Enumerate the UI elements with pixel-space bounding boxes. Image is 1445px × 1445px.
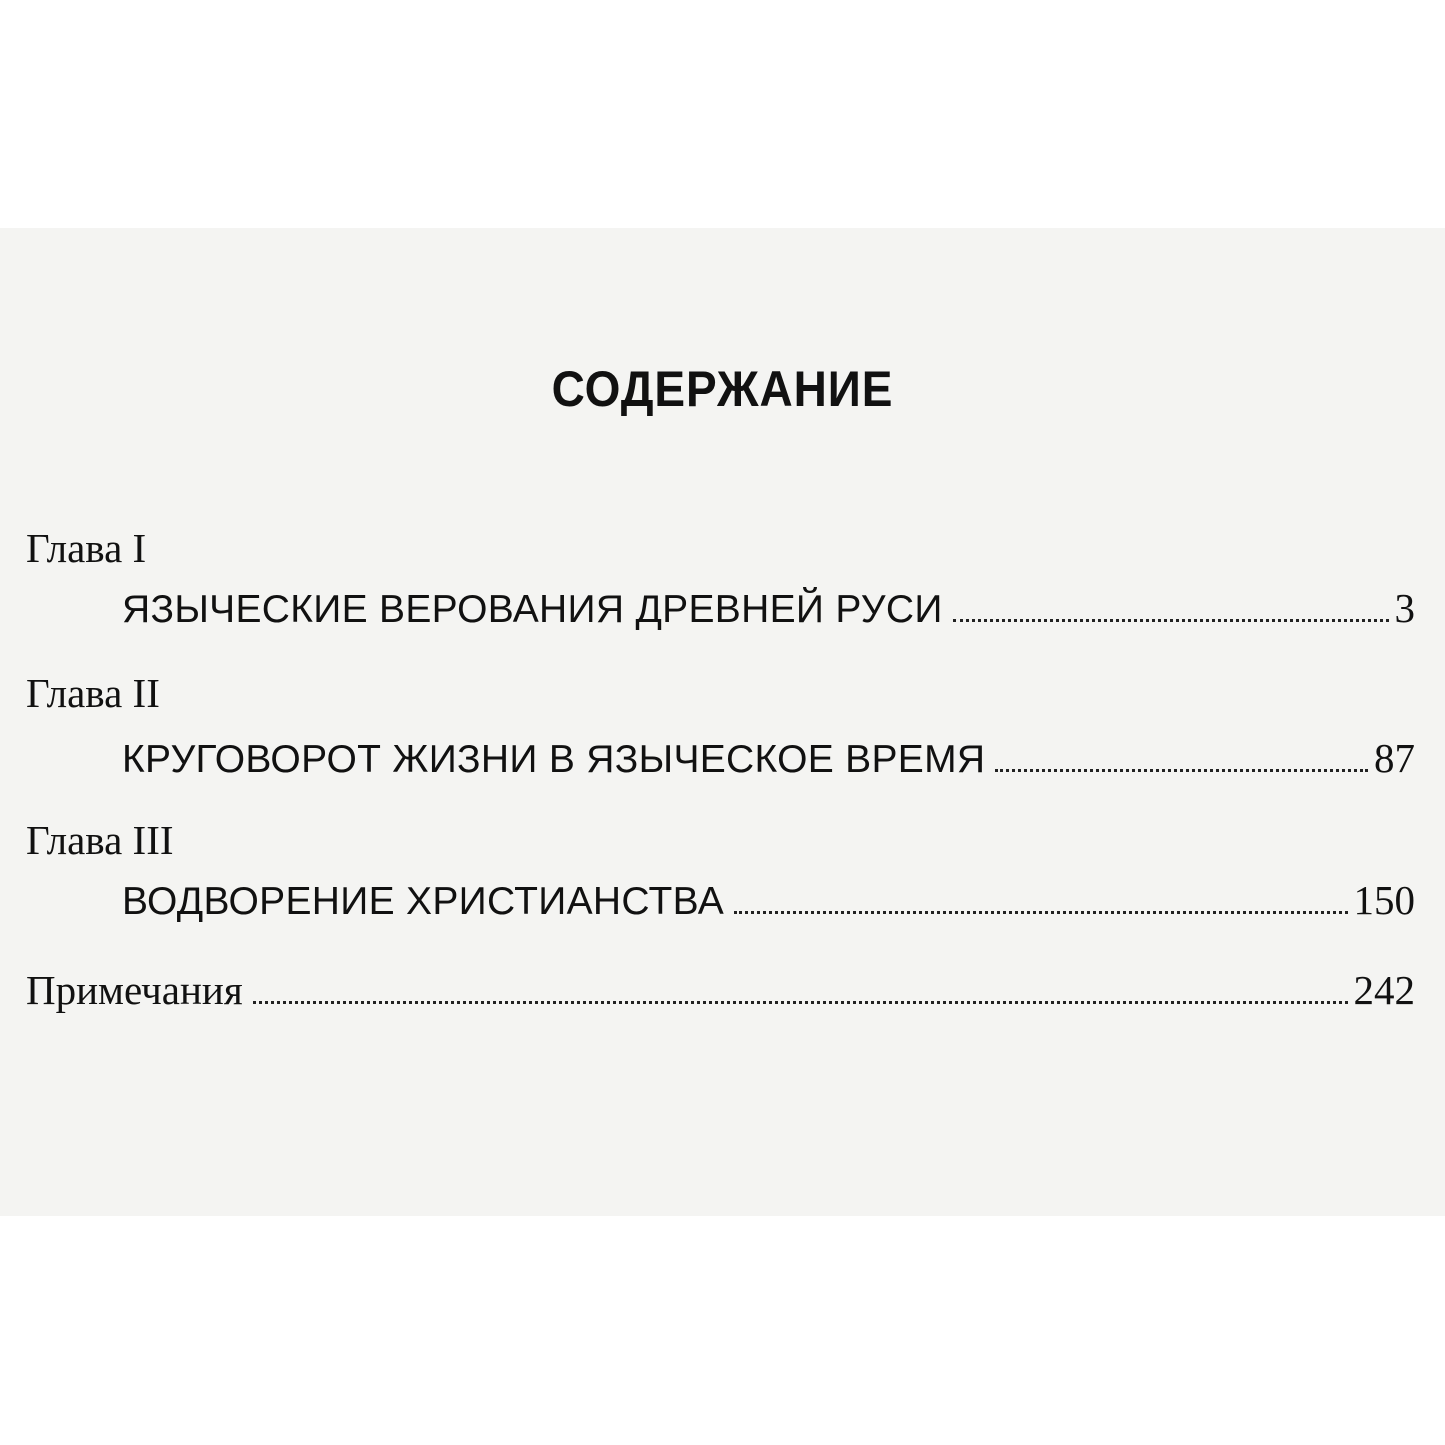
- page-number-3: 150: [1353, 877, 1415, 923]
- toc-entry-2: [122, 735, 1415, 781]
- chapter-label-1: Глава I: [26, 525, 147, 571]
- dot-leader: [734, 911, 1347, 914]
- dot-leader: [253, 1001, 1348, 1004]
- page-number-2: 87: [1374, 735, 1415, 781]
- notes-title: Примечания: [26, 967, 243, 1013]
- chapter-title-2: КРУГОВОРОТ ЖИЗНИ В ЯЗЫЧЕСКОЕ ВРЕМЯ: [122, 738, 986, 781]
- dot-leader: [953, 619, 1389, 622]
- chapter-title-1: ЯЗЫЧЕСКИЕ ВЕРОВАНИЯ ДРЕВНЕЙ РУСИ: [122, 588, 943, 631]
- page-number-1: 3: [1394, 585, 1415, 631]
- chapter-label-2: Глава II: [26, 670, 160, 716]
- dot-leader: [995, 769, 1368, 772]
- page-number-notes: 242: [1353, 967, 1415, 1013]
- chapter-title-3: ВОДВОРЕНИЕ ХРИСТИАНСТВА: [122, 880, 725, 923]
- toc-entry-3: [122, 877, 1415, 923]
- toc-entry-1: [122, 585, 1415, 631]
- toc-entry-notes: [26, 967, 1415, 1013]
- page-title: СОДЕРЖАНИЕ: [551, 361, 894, 417]
- chapter-label-3: Глава III: [26, 817, 174, 863]
